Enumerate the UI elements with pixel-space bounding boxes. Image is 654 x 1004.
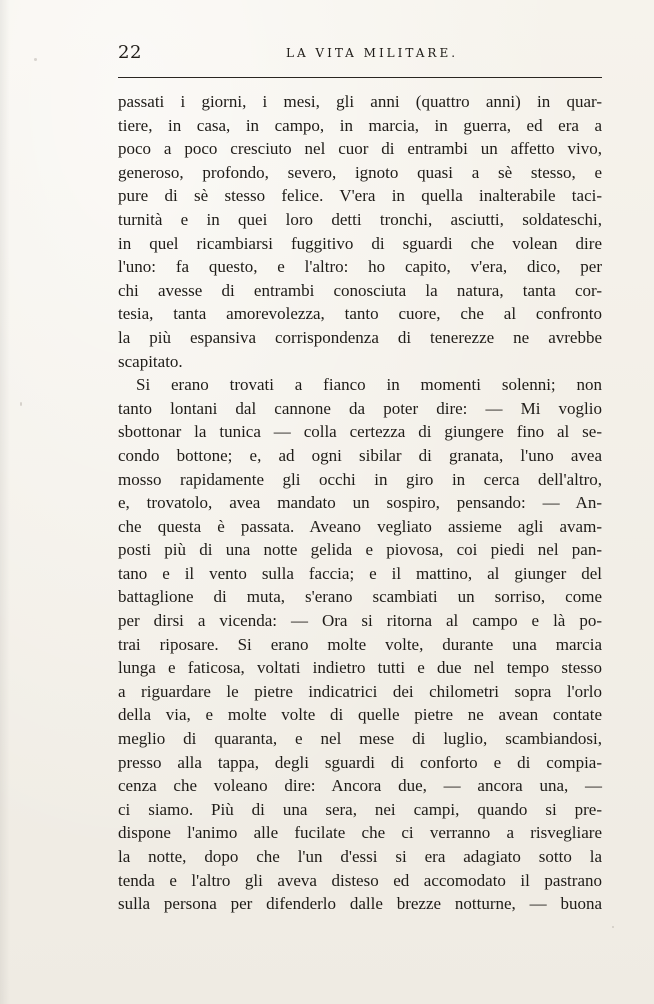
text-line: poco a poco cresciuto nel cuor di entrambi un affetto vivo, bbox=[118, 139, 602, 159]
text-line: posti più di una notte gelida e piovosa, coi piedi nel pan- bbox=[118, 540, 602, 560]
text-line: tiere, in casa, in campo, in marcia, in guerra, ed era a bbox=[118, 115, 602, 135]
text-line: e, trovatolo, avea mandato un sospiro, pensando: — An- bbox=[118, 493, 602, 513]
page-header bbox=[118, 42, 602, 70]
text-line: battaglione di muta, s'erano scambiati un sorriso, come bbox=[118, 587, 602, 607]
text-line: passati i giorni, i mesi, gli anni (quattro anni) in quar- bbox=[118, 92, 602, 111]
text-line: per dirsi a vicenda: — Ora si ritorna al campo e là po- bbox=[118, 611, 602, 631]
text-line: presso alla tappa, degli sguardi di conforto e di compia- bbox=[118, 752, 602, 772]
text-line: lunga e faticosa, voltati indietro tutti e due nel tempo stesso bbox=[118, 658, 602, 678]
paper-speck bbox=[612, 926, 614, 928]
text-line: l'uno: fa questo, e l'altro: ho capito, v'era, dico, per bbox=[118, 257, 602, 277]
text-line: la più espansiva corrispondenza di tenerezze ne avrebbe bbox=[118, 327, 602, 347]
page-gutter-shadow bbox=[0, 0, 10, 1004]
text-line: dispone l'animo alle fucilate che ci verranno a risvegliare bbox=[118, 823, 602, 843]
text-line: ci siamo. Più di una sera, nei campi, quando si pre- bbox=[118, 799, 602, 819]
text-line: sbottonar la tunica — colla certezza di giungere fino al se- bbox=[118, 422, 602, 442]
text-line: a riguardare le pietre indicatrici dei chilometri sopra l'orlo bbox=[118, 681, 602, 701]
text-line: che questa è passata. Aveano vegliato assieme agli avam- bbox=[118, 516, 602, 536]
paper-speck bbox=[34, 58, 37, 61]
text-line: della via, e molte volte di quelle pietre ne avean contate bbox=[118, 705, 602, 725]
running-title: LA VITA MILITARE. bbox=[285, 46, 459, 60]
text-line: meglio di quaranta, e nel mese di luglio, scambiandosi, bbox=[118, 729, 602, 749]
text-line: Si erano trovati a fianco in momenti solenni; non bbox=[136, 375, 602, 395]
text-line: sulla persona per difenderlo dalle brezze notturne, — buona bbox=[118, 894, 602, 914]
text-line: pure di sè stesso felice. V'era in quella inalterabile taci- bbox=[118, 186, 602, 206]
header-rule bbox=[118, 77, 602, 78]
text-line: tenda e l'altro gli aveva disteso ed accomodato il pastrano bbox=[118, 870, 602, 890]
text-line: turnità e in quei loro detti tronchi, asciutti, soldateschi, bbox=[118, 209, 602, 229]
text-line: scapitato. bbox=[118, 351, 183, 371]
text-line: generoso, profondo, severo, ignoto quasi a sè stesso, e bbox=[118, 162, 602, 182]
text-line: tesia, tanta amorevolezza, tanto cuore, che al confronto bbox=[118, 304, 602, 324]
body-text bbox=[118, 90, 602, 916]
paper-speck bbox=[20, 402, 22, 406]
page-number: 22 bbox=[118, 42, 142, 63]
text-line: mosso rapidamente gli occhi in giro in cerca dell'altro, bbox=[118, 469, 602, 489]
text-line: chi avesse di entrambi conosciuta la natura, tanta cor- bbox=[118, 280, 602, 300]
text-line: la notte, dopo che l'un d'essi si era adagiato sotto la bbox=[118, 847, 602, 866]
text-line: tano e il vento sulla faccia; e il mattino, al giunger del bbox=[118, 563, 602, 583]
text-line: condo bottone; e, ad ogni sibilar di granata, l'uno avea bbox=[118, 445, 602, 465]
text-line: tanto lontani dal cannone da poter dire: — Mi voglio bbox=[118, 398, 602, 418]
text-line: trai riposare. Si erano molte volte, durante una marcia bbox=[118, 634, 602, 654]
text-line: in quel ricambiarsi fuggitivo di sguardi che volean dire bbox=[118, 233, 602, 253]
text-line: cenza che voleano dire: Ancora due, — ancora una, — bbox=[118, 776, 602, 796]
